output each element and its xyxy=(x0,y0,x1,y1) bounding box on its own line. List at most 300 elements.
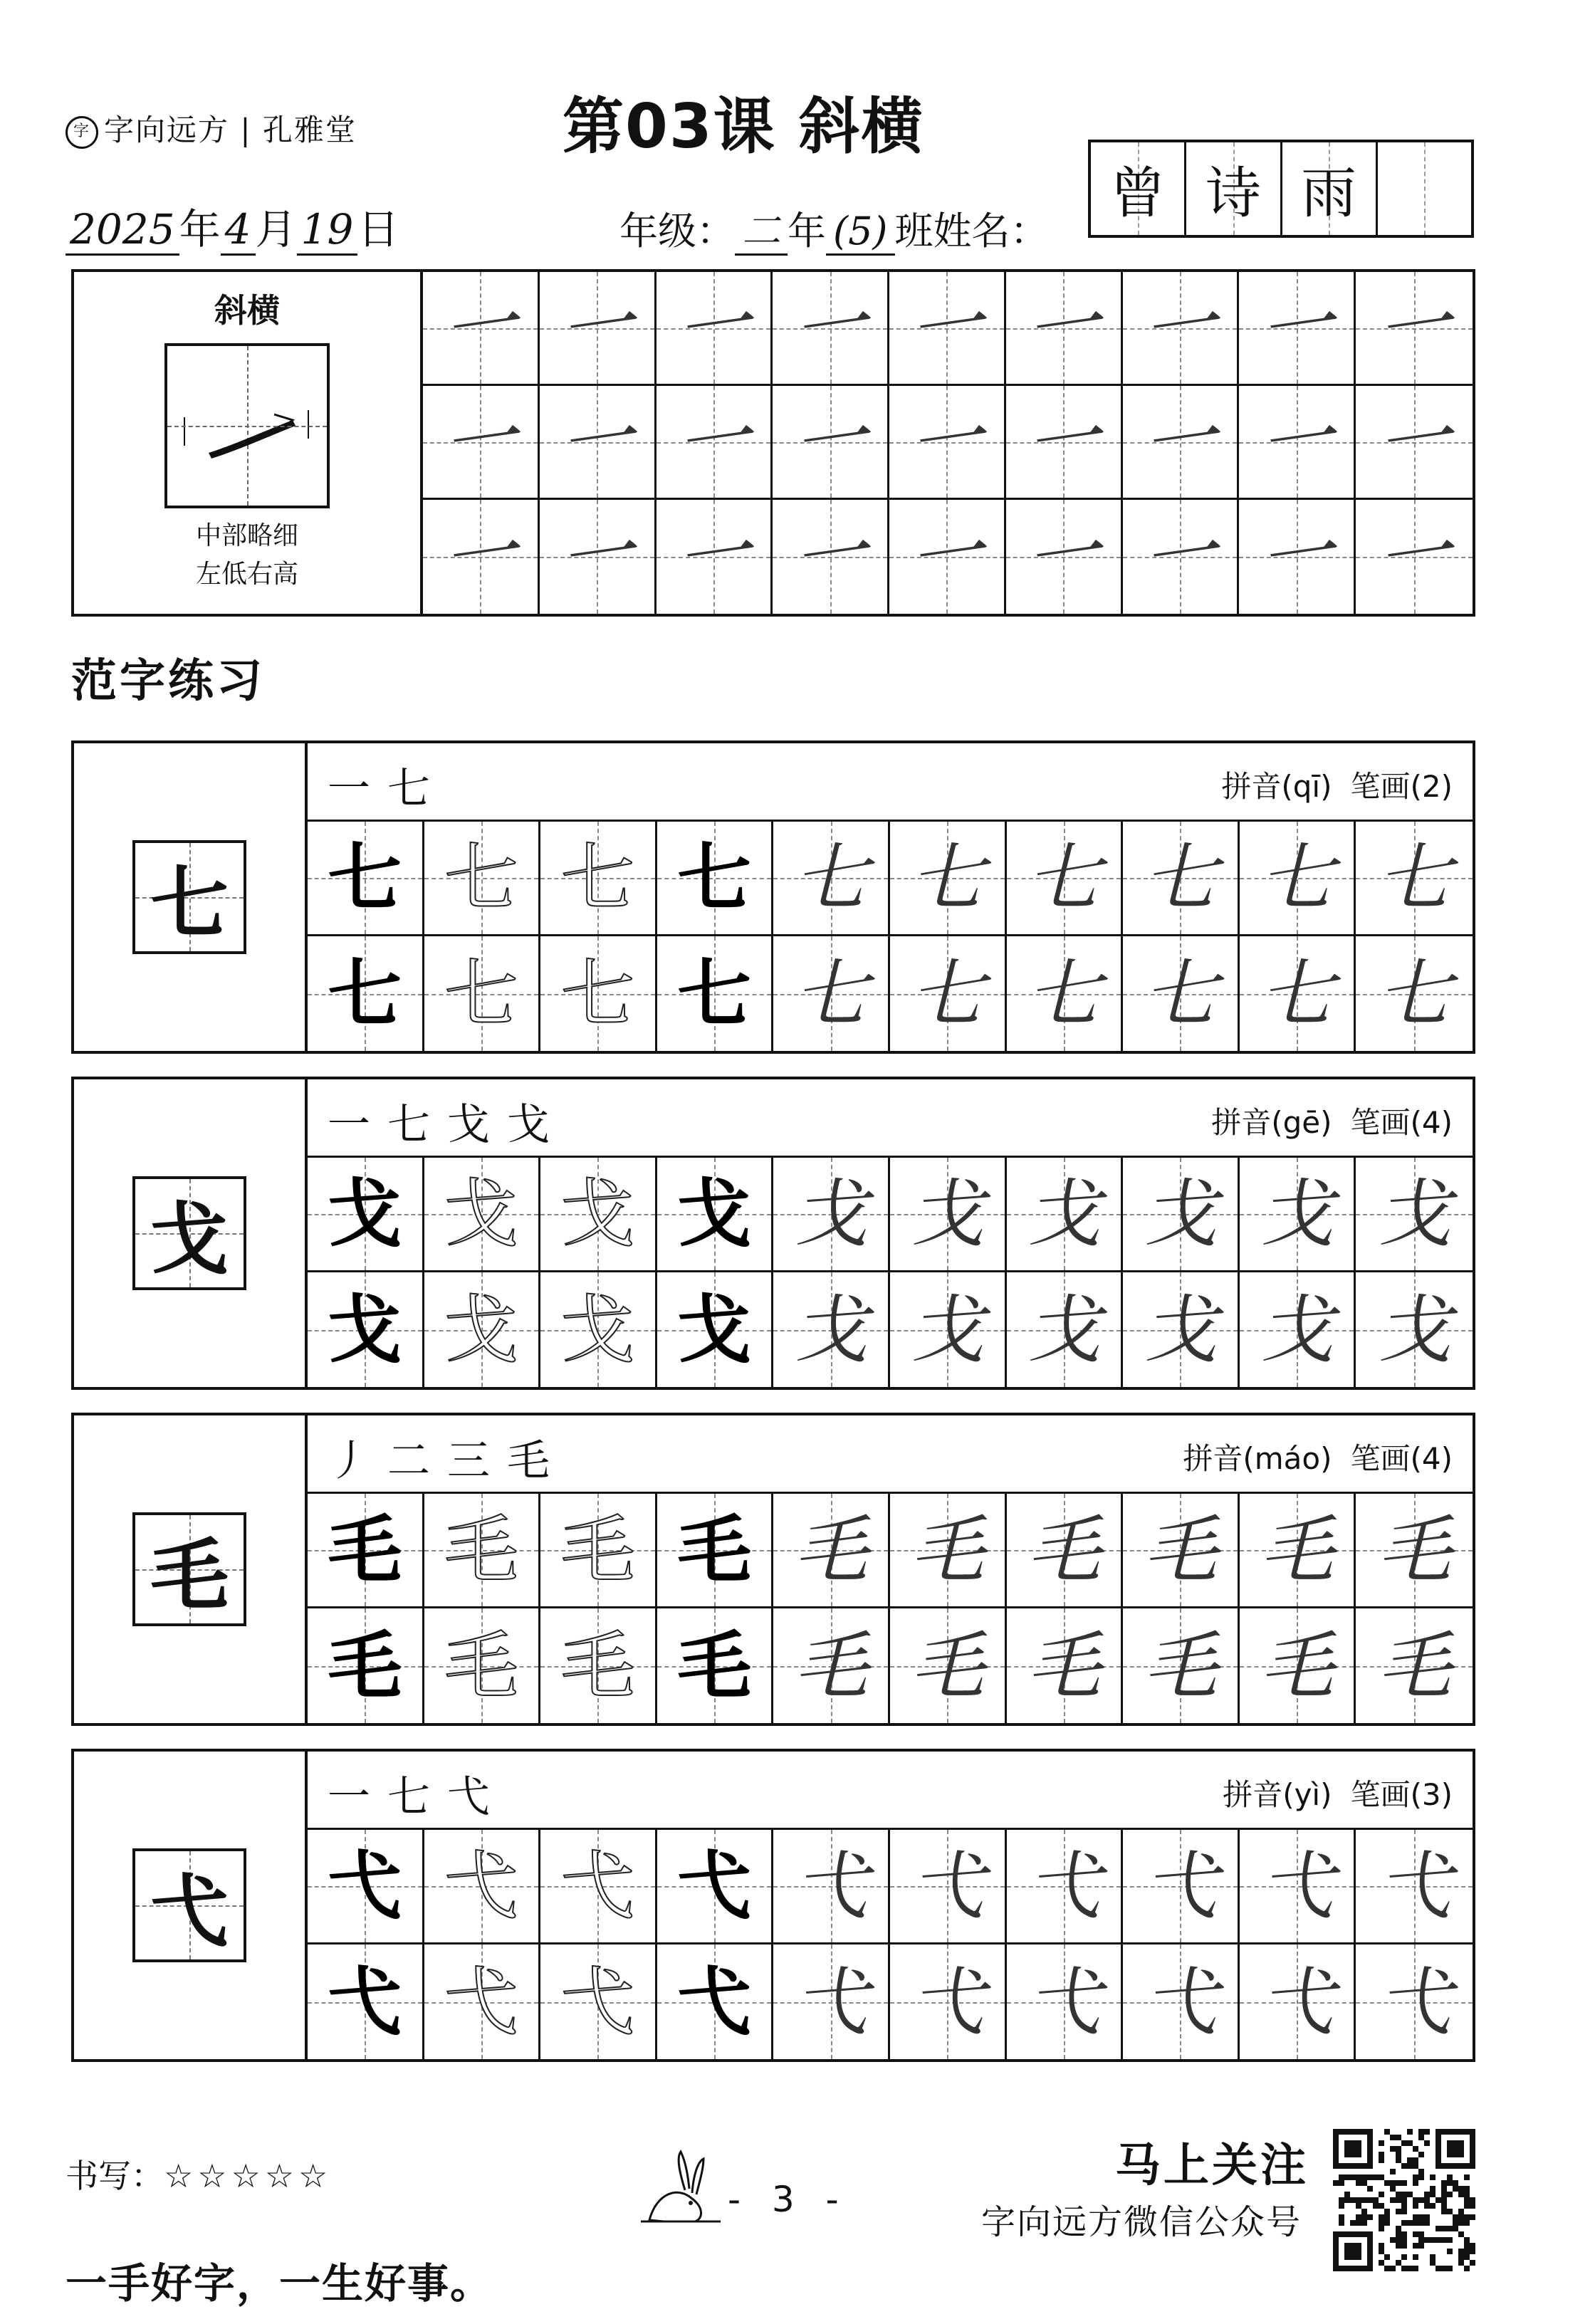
char-header xyxy=(308,1079,1473,1158)
brand-text: 字向远方 | 孔雅堂 xyxy=(104,112,357,147)
practice-cell[interactable] xyxy=(1240,822,1356,936)
trace-glyph: 弋 xyxy=(560,1958,635,2046)
date-month: 4 xyxy=(221,205,256,256)
pinyin-label: 拼音 xyxy=(1183,1441,1243,1476)
practice-cell[interactable] xyxy=(1007,1494,1124,1608)
name-char-box[interactable] xyxy=(1378,142,1471,235)
practice-cell[interactable] xyxy=(1240,1272,1356,1387)
trace-glyph: 弋 xyxy=(444,1958,518,2046)
handwritten-glyph: 戈 xyxy=(1143,1286,1218,1373)
model-glyph: 七 xyxy=(328,834,402,921)
handwritten-glyph: 毛 xyxy=(1260,1507,1334,1593)
char-header xyxy=(308,1415,1473,1494)
handwritten-glyph: 弋 xyxy=(1377,1843,1452,1930)
practice-cell[interactable] xyxy=(773,1830,890,1944)
handwritten-glyph: 毛 xyxy=(910,1507,985,1593)
stroke-practice-cell[interactable] xyxy=(657,500,773,614)
practice-cell[interactable] xyxy=(1356,1272,1473,1387)
strokes-value: (2) xyxy=(1410,769,1453,804)
handwritten-glyph: 七 xyxy=(1143,950,1218,1037)
stroke-practice-cell[interactable] xyxy=(773,500,889,614)
practice-grid xyxy=(308,1158,1473,1387)
pinyin-label: 拼音 xyxy=(1221,769,1282,804)
practice-stroke: 一 xyxy=(1253,508,1339,605)
stroke-order-step: 一 xyxy=(328,1100,387,1150)
practice-stroke: 一 xyxy=(670,279,756,377)
trace-glyph: 七 xyxy=(560,950,635,1037)
strokes-label: 笔画 xyxy=(1350,1777,1411,1812)
stroke-practice-cell[interactable] xyxy=(423,500,540,614)
practice-stroke: 一 xyxy=(554,393,640,491)
handwritten-glyph: 弋 xyxy=(1143,1843,1218,1930)
practice-cell[interactable] xyxy=(308,1944,424,2059)
practice-cell[interactable] xyxy=(657,1608,774,1723)
practice-cell[interactable] xyxy=(1356,1158,1473,1272)
stroke-practice-cell[interactable] xyxy=(1239,272,1356,386)
practice-cell[interactable] xyxy=(1123,1830,1240,1944)
strokes-value: (4) xyxy=(1410,1105,1453,1140)
trace-glyph: 弋 xyxy=(560,1843,635,1930)
model-glyph: 七 xyxy=(677,834,752,921)
practice-cell[interactable] xyxy=(424,1830,541,1944)
character-block xyxy=(71,740,1475,1054)
model-char-box xyxy=(132,840,246,954)
stroke-practice-cell[interactable] xyxy=(889,386,1006,500)
date-line xyxy=(66,196,399,256)
handwritten-glyph: 毛 xyxy=(1143,1622,1218,1710)
practice-stroke: 一 xyxy=(904,508,990,605)
trace-glyph: 毛 xyxy=(560,1622,635,1710)
practice-cell[interactable] xyxy=(1007,1272,1124,1387)
date-year: 2025 xyxy=(66,205,179,256)
handwritten-glyph: 戈 xyxy=(910,1171,985,1257)
char-header xyxy=(308,1752,1473,1830)
trace-glyph: 毛 xyxy=(444,1507,518,1593)
practice-stroke: 一 xyxy=(437,279,523,377)
practice-cell[interactable] xyxy=(1356,1608,1473,1723)
practice-grid xyxy=(308,822,1473,1051)
page-number: - 3 - xyxy=(728,2179,849,2220)
model-char-box xyxy=(132,1176,246,1290)
handwritten-glyph: 戈 xyxy=(1377,1286,1452,1373)
writing-rating xyxy=(66,2150,332,2197)
lesson-title: 第03课 斜横 xyxy=(563,91,924,162)
stroke-order xyxy=(328,1763,507,1824)
model-glyph: 毛 xyxy=(677,1506,752,1593)
pinyin-value: (máo) xyxy=(1243,1441,1332,1476)
slanted-stroke-icon xyxy=(167,346,327,506)
stroke-practice-cell[interactable] xyxy=(657,272,773,386)
practice-cell[interactable] xyxy=(1356,822,1473,936)
stroke-order xyxy=(328,1427,567,1488)
practice-stroke: 一 xyxy=(437,508,523,605)
practice-cell[interactable] xyxy=(1240,1158,1356,1272)
practice-cell[interactable] xyxy=(1356,1494,1473,1608)
trace-glyph: 毛 xyxy=(560,1507,635,1593)
model-glyph: 戈 xyxy=(328,1285,402,1373)
practice-stroke: 一 xyxy=(787,279,873,377)
practice-cell[interactable] xyxy=(1123,822,1240,936)
practice-cell[interactable] xyxy=(657,1830,774,1944)
stroke-note: 中部略细 xyxy=(195,521,298,550)
practice-cell[interactable] xyxy=(1356,1830,1473,1944)
practice-cell[interactable] xyxy=(1007,1158,1124,1272)
practice-stroke: 一 xyxy=(1253,393,1339,491)
trace-glyph: 戈 xyxy=(560,1171,635,1257)
character-block xyxy=(71,1077,1475,1390)
handwritten-glyph: 七 xyxy=(1377,834,1452,921)
practice-cell[interactable] xyxy=(1123,1272,1240,1387)
model-glyph: 七 xyxy=(328,949,402,1037)
practice-cell[interactable] xyxy=(1240,936,1356,1051)
handwritten-glyph: 戈 xyxy=(1260,1171,1334,1257)
handwritten-glyph: 弋 xyxy=(910,1843,985,1930)
practice-cell[interactable] xyxy=(540,1830,657,1944)
practice-cell[interactable] xyxy=(1356,1944,1473,2059)
practice-stroke: 一 xyxy=(1253,279,1339,377)
stroke-practice-cell[interactable] xyxy=(1356,386,1473,500)
name-char: 曾 xyxy=(1109,162,1166,226)
char-header xyxy=(308,743,1473,822)
model-char: 七 xyxy=(150,857,229,949)
handwritten-glyph: 弋 xyxy=(910,1958,985,2046)
practice-stroke: 一 xyxy=(1371,279,1458,377)
rabbit-icon xyxy=(635,2143,728,2231)
qr-code-icon[interactable] xyxy=(1333,2129,1475,2278)
practice-cell[interactable] xyxy=(890,1830,1007,1944)
practice-cell[interactable] xyxy=(657,1158,774,1272)
practice-stroke: 一 xyxy=(787,393,873,491)
practice-cell[interactable] xyxy=(1007,1830,1124,1944)
char-info xyxy=(1183,1435,1453,1478)
practice-cell[interactable] xyxy=(540,1272,657,1387)
handwritten-glyph: 毛 xyxy=(1260,1622,1334,1710)
trace-glyph: 毛 xyxy=(444,1622,518,1710)
handwritten-glyph: 弋 xyxy=(793,1958,868,2046)
name-label: 姓名： xyxy=(933,209,1049,253)
practice-cell[interactable] xyxy=(890,1944,1007,2059)
handwritten-glyph: 毛 xyxy=(1026,1507,1101,1593)
grade-value: 二 xyxy=(735,209,788,256)
practice-cell[interactable] xyxy=(657,1944,774,2059)
model-glyph: 戈 xyxy=(677,1285,752,1373)
handwritten-glyph: 七 xyxy=(1260,950,1334,1037)
handwritten-glyph: 七 xyxy=(793,950,868,1037)
stroke-practice-cell[interactable] xyxy=(773,272,889,386)
practice-cell[interactable] xyxy=(424,1608,541,1723)
handwritten-glyph: 毛 xyxy=(1377,1622,1452,1710)
trace-glyph: 七 xyxy=(444,834,518,921)
practice-cell[interactable] xyxy=(540,1158,657,1272)
char-info xyxy=(1221,763,1453,806)
practice-cell[interactable] xyxy=(540,1494,657,1608)
practice-stroke: 一 xyxy=(904,393,990,491)
stroke-order xyxy=(328,755,447,816)
stroke-reference xyxy=(74,272,423,614)
name-char-box[interactable] xyxy=(1091,142,1186,235)
stroke-practice-cell[interactable] xyxy=(540,500,657,614)
grade-suffix: 年 xyxy=(788,209,826,253)
stroke-practice-cell[interactable] xyxy=(1123,386,1240,500)
practice-stroke: 一 xyxy=(1020,393,1107,491)
date-year-suffix: 年 xyxy=(179,205,221,253)
stroke-name: 斜横 xyxy=(214,291,280,330)
practice-cell[interactable] xyxy=(1007,1608,1124,1723)
model-glyph: 毛 xyxy=(328,1506,402,1593)
stroke-order-step: 七 xyxy=(387,1772,447,1822)
practice-cell[interactable] xyxy=(424,822,541,936)
pinyin-label: 拼音 xyxy=(1211,1105,1272,1140)
model-char-box xyxy=(132,1512,246,1626)
strokes-value: (4) xyxy=(1410,1441,1453,1476)
practice-cell[interactable] xyxy=(1123,1608,1240,1723)
practice-cell[interactable] xyxy=(657,1272,774,1387)
stroke-order-step: 毛 xyxy=(507,1436,567,1486)
practice-cell[interactable] xyxy=(1007,936,1124,1051)
strokes-label: 笔画 xyxy=(1350,1441,1411,1476)
practice-cell[interactable] xyxy=(1123,1494,1240,1608)
stroke-order-step: 七 xyxy=(387,1100,447,1150)
practice-cell[interactable] xyxy=(1007,1944,1124,2059)
stroke-order-step: 三 xyxy=(447,1436,507,1486)
practice-cell[interactable] xyxy=(424,1944,541,2059)
model-glyph: 弋 xyxy=(677,1842,752,1930)
trace-glyph: 弋 xyxy=(444,1843,518,1930)
model-area xyxy=(74,1752,308,2059)
stroke-practice-cell[interactable] xyxy=(423,386,540,500)
name-char-box[interactable] xyxy=(1186,142,1282,235)
practice-stroke: 一 xyxy=(1371,508,1458,605)
handwritten-glyph: 七 xyxy=(793,834,868,921)
model-char: 毛 xyxy=(150,1529,229,1621)
strokes-value: (3) xyxy=(1410,1777,1453,1812)
handwritten-glyph: 戈 xyxy=(1026,1286,1101,1373)
practice-cell[interactable] xyxy=(424,1272,541,1387)
stroke-practice-cell[interactable] xyxy=(773,386,889,500)
practice-cell[interactable] xyxy=(773,1158,890,1272)
follow-title: 马上关注 xyxy=(1115,2140,1309,2192)
practice-cell[interactable] xyxy=(890,1272,1007,1387)
handwritten-glyph: 毛 xyxy=(793,1622,868,1710)
practice-cell[interactable] xyxy=(890,1494,1007,1608)
follow-subtitle: 字向远方微信公众号 xyxy=(981,2202,1302,2242)
handwritten-glyph: 弋 xyxy=(1026,1843,1101,1930)
slogan: 一手好字，一生好事。 xyxy=(66,2259,493,2308)
handwritten-glyph: 戈 xyxy=(793,1286,868,1373)
practice-cell[interactable] xyxy=(657,1494,774,1608)
pinyin-value: (qī) xyxy=(1281,769,1332,804)
handwritten-glyph: 毛 xyxy=(1377,1507,1452,1593)
handwritten-glyph: 戈 xyxy=(1260,1286,1334,1373)
practice-cell[interactable] xyxy=(890,822,1007,936)
stroke-order-step: 丿 xyxy=(328,1436,387,1486)
practice-cell[interactable] xyxy=(1123,1158,1240,1272)
model-glyph: 七 xyxy=(677,949,752,1037)
handwritten-glyph: 戈 xyxy=(793,1171,868,1257)
handwritten-glyph: 七 xyxy=(910,834,985,921)
character-block xyxy=(71,1749,1475,2062)
trace-glyph: 戈 xyxy=(444,1286,518,1373)
practice-cell[interactable] xyxy=(1240,1944,1356,2059)
section-title: 范字练习 xyxy=(71,655,265,708)
practice-cell[interactable] xyxy=(657,936,774,1051)
stroke-practice-cell[interactable] xyxy=(889,272,1006,386)
model-area xyxy=(74,1415,308,1723)
brand-logo xyxy=(66,107,357,150)
stroke-practice-cell[interactable] xyxy=(540,272,657,386)
stroke-practice-cell[interactable] xyxy=(889,500,1006,614)
stroke-practice-cell[interactable] xyxy=(540,386,657,500)
handwritten-glyph: 弋 xyxy=(1260,1843,1334,1930)
model-glyph: 戈 xyxy=(328,1170,402,1257)
practice-stroke: 一 xyxy=(670,393,756,491)
handwritten-glyph: 毛 xyxy=(910,1622,985,1710)
practice-cell[interactable] xyxy=(308,822,424,936)
strokes-label: 笔画 xyxy=(1350,1105,1411,1140)
practice-cell[interactable] xyxy=(1240,1830,1356,1944)
stroke-order-step: 弋 xyxy=(447,1772,507,1822)
stroke-practice-grid xyxy=(423,272,1473,614)
practice-stroke: 一 xyxy=(554,508,640,605)
name-char-box[interactable] xyxy=(1282,142,1378,235)
model-area xyxy=(74,743,308,1051)
trace-glyph: 七 xyxy=(560,834,635,921)
practice-cell[interactable] xyxy=(308,1608,424,1723)
handwritten-glyph: 弋 xyxy=(1377,1958,1452,2046)
grade-label: 年级： xyxy=(619,209,735,253)
practice-cell[interactable] xyxy=(890,1158,1007,1272)
practice-cell[interactable] xyxy=(1240,1494,1356,1608)
stroke-diagram xyxy=(164,343,330,508)
stroke-order-step: 一 xyxy=(328,1772,387,1822)
char-info xyxy=(1223,1771,1453,1814)
stroke-practice-cell[interactable] xyxy=(1239,386,1356,500)
practice-cell[interactable] xyxy=(773,1608,890,1723)
handwritten-glyph: 戈 xyxy=(1026,1171,1101,1257)
model-glyph: 毛 xyxy=(328,1621,402,1710)
stroke-order-step: 戈 xyxy=(447,1100,507,1150)
practice-cell[interactable] xyxy=(540,1608,657,1723)
practice-cell[interactable] xyxy=(773,1944,890,2059)
practice-stroke: 一 xyxy=(1137,393,1223,491)
practice-cell[interactable] xyxy=(1123,936,1240,1051)
practice-cell[interactable] xyxy=(540,936,657,1051)
trace-glyph: 戈 xyxy=(560,1286,635,1373)
model-glyph: 弋 xyxy=(328,1842,402,1930)
model-area xyxy=(74,1079,308,1387)
handwritten-glyph: 弋 xyxy=(1260,1958,1334,2046)
practice-stroke: 一 xyxy=(554,279,640,377)
practice-cell[interactable] xyxy=(890,936,1007,1051)
practice-stroke: 一 xyxy=(670,508,756,605)
stroke-practice-cell[interactable] xyxy=(657,386,773,500)
practice-cell[interactable] xyxy=(773,822,890,936)
class-suffix: 班 xyxy=(894,209,934,253)
practice-cell[interactable] xyxy=(1123,1944,1240,2059)
pinyin-value: (gē) xyxy=(1271,1105,1332,1140)
practice-stroke: 一 xyxy=(1020,279,1107,377)
trace-glyph: 戈 xyxy=(444,1171,518,1257)
rating-stars[interactable]: ☆☆☆☆☆ xyxy=(164,2157,333,2195)
strokes-label: 笔画 xyxy=(1350,769,1411,804)
practice-cell[interactable] xyxy=(308,936,424,1051)
practice-grid xyxy=(308,1830,1473,2059)
date-day-suffix: 日 xyxy=(357,205,399,253)
handwritten-glyph: 七 xyxy=(1260,834,1334,921)
handwritten-glyph: 七 xyxy=(1143,834,1218,921)
date-month-suffix: 月 xyxy=(255,205,297,253)
practice-cell[interactable] xyxy=(1356,936,1473,1051)
model-char: 戈 xyxy=(150,1193,229,1285)
practice-cell[interactable] xyxy=(308,1158,424,1272)
handwritten-glyph: 七 xyxy=(1026,950,1101,1037)
stroke-order-step: 七 xyxy=(387,764,447,814)
date-day: 19 xyxy=(297,205,358,256)
practice-stroke: 一 xyxy=(1137,279,1223,377)
stroke-practice-cell[interactable] xyxy=(1006,500,1123,614)
practice-cell[interactable] xyxy=(424,1494,541,1608)
practice-cell[interactable] xyxy=(540,822,657,936)
stroke-practice-cell[interactable] xyxy=(1006,272,1123,386)
handwritten-glyph: 毛 xyxy=(1143,1507,1218,1593)
student-name-boxes xyxy=(1088,140,1474,238)
model-glyph: 弋 xyxy=(328,1957,402,2046)
handwritten-glyph: 戈 xyxy=(910,1286,985,1373)
stroke-practice-section xyxy=(71,269,1475,617)
handwritten-glyph: 七 xyxy=(1026,834,1101,921)
name-char: 诗 xyxy=(1205,162,1261,226)
stroke-practice-cell[interactable] xyxy=(423,272,540,386)
handwritten-glyph: 戈 xyxy=(1377,1171,1452,1257)
practice-cell[interactable] xyxy=(773,1494,890,1608)
handwritten-glyph: 毛 xyxy=(1026,1622,1101,1710)
brand-seal-icon: 字 xyxy=(66,116,98,149)
stroke-practice-cell[interactable] xyxy=(1123,500,1240,614)
practice-cell[interactable] xyxy=(773,1272,890,1387)
practice-cell[interactable] xyxy=(308,1494,424,1608)
stroke-order-step: 戈 xyxy=(507,1100,567,1150)
practice-cell[interactable] xyxy=(308,1830,424,1944)
stroke-practice-cell[interactable] xyxy=(1356,272,1473,386)
practice-cell[interactable] xyxy=(540,1944,657,2059)
practice-cell[interactable] xyxy=(773,936,890,1051)
model-glyph: 毛 xyxy=(677,1621,752,1710)
practice-cell[interactable] xyxy=(1007,822,1124,936)
practice-stroke: 一 xyxy=(1137,508,1223,605)
stroke-practice-cell[interactable] xyxy=(1356,500,1473,614)
practice-stroke: 一 xyxy=(787,508,873,605)
handwritten-glyph: 七 xyxy=(910,950,985,1037)
stroke-practice-cell[interactable] xyxy=(1239,500,1356,614)
handwritten-glyph: 弋 xyxy=(793,1843,868,1930)
practice-cell[interactable] xyxy=(1240,1608,1356,1723)
practice-cell[interactable] xyxy=(424,1158,541,1272)
practice-cell[interactable] xyxy=(657,822,774,936)
model-char-box xyxy=(132,1848,246,1962)
model-glyph: 弋 xyxy=(677,1957,752,2046)
practice-cell[interactable] xyxy=(424,936,541,1051)
practice-cell[interactable] xyxy=(308,1272,424,1387)
handwritten-glyph: 弋 xyxy=(1143,1958,1218,2046)
stroke-practice-cell[interactable] xyxy=(1006,386,1123,500)
rating-label: 书写： xyxy=(66,2157,164,2195)
practice-cell[interactable] xyxy=(890,1608,1007,1723)
stroke-order-step: 二 xyxy=(387,1436,447,1486)
class-value: (5) xyxy=(826,209,895,256)
handwritten-glyph: 七 xyxy=(1377,950,1452,1037)
stroke-practice-cell[interactable] xyxy=(1123,272,1240,386)
practice-stroke: 一 xyxy=(1371,393,1458,491)
